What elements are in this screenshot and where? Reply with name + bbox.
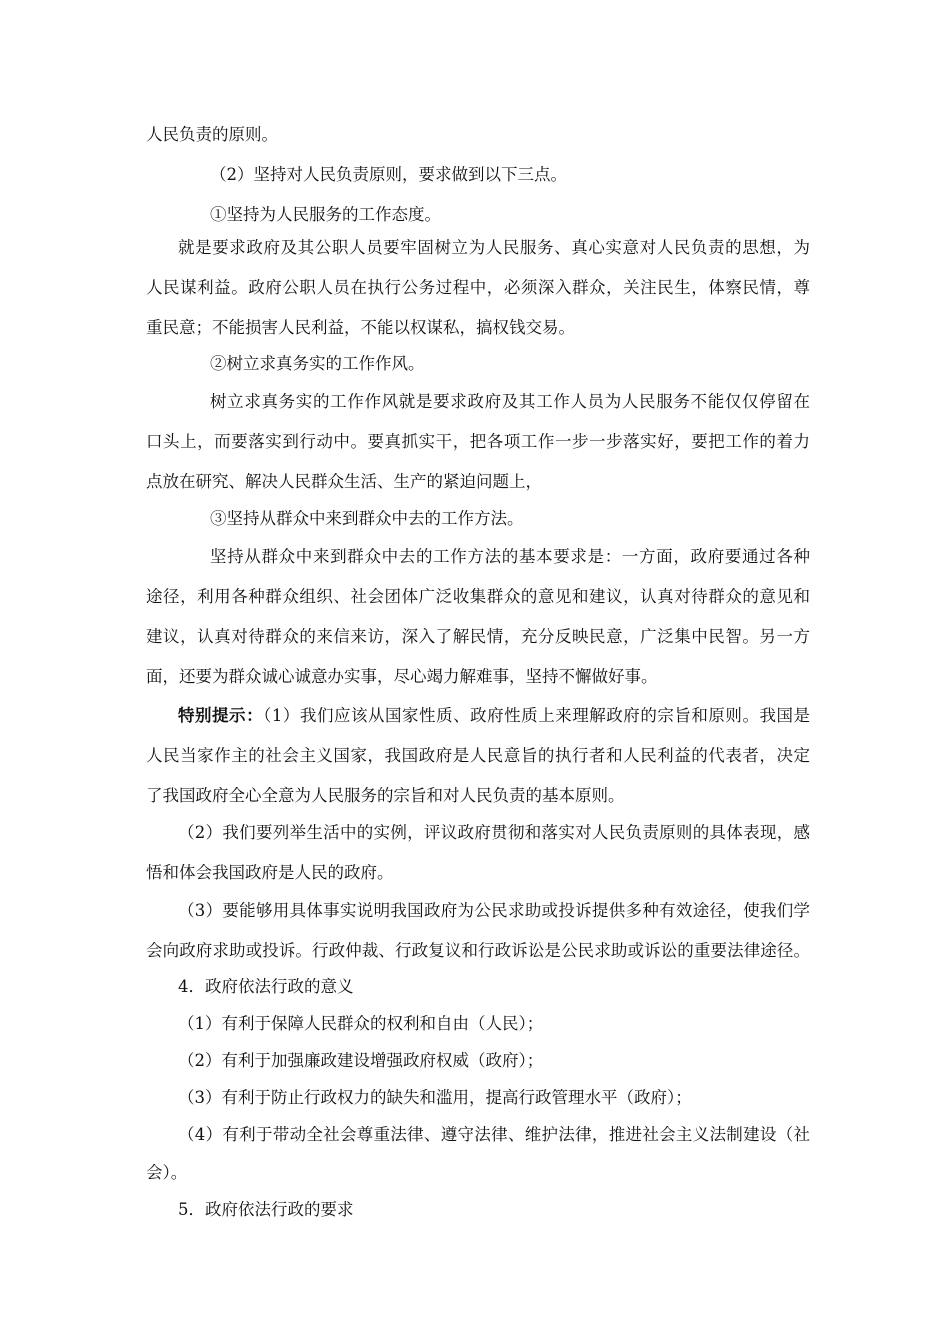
text-line: 点放在研究、解决人民群众生活、生产的紧迫问题上， — [146, 472, 542, 491]
text-line: 面，还要为群众诚心诚意办实事，尽心竭力解难事，坚持不懈做好事。 — [146, 667, 658, 686]
text-line: （1）有利于保障人民群众的权利和自由（人民）； — [178, 1014, 544, 1033]
text-line: 重民意；不能损害人民利益，不能以权谋私，搞权钱交易。 — [146, 318, 575, 337]
text-line: 人民负责的原则。 — [146, 125, 278, 144]
text-line: （3）有利于防止行政权力的缺失和滥用，提高行政管理水平（政府）； — [178, 1088, 692, 1107]
text-line: 口头上，而要落实到行动中。要真抓实干，把各项工作一步一步落实好，要把工作的着力 — [146, 432, 810, 451]
text-line: ③坚持从群众中来到群众中去的工作方法。 — [210, 509, 524, 528]
text-line: （2）我们要列举生活中的实例，评议政府贯彻和落实对人民负责原则的具体表现，感 — [178, 823, 810, 842]
text-line: 人民当家作主的社会主义国家，我国政府是人民意旨的执行者和人民利益的代表者，决定 — [146, 746, 810, 765]
special-tip-label: 特别提示： — [178, 706, 264, 725]
text-line: 了我国政府全心全意为人民服务的宗旨和对人民负责的基本原则。 — [146, 786, 625, 805]
text-line: 会向政府求助或投诉。行政仲裁、行政复议和行政诉讼是公民求助或诉讼的重要法律途径。 — [146, 941, 810, 960]
text-line: 会）。 — [146, 1163, 188, 1182]
text-line: 坚持从群众中来到群众中去的工作方法的基本要求是：一方面，政府要通过各种 — [210, 547, 810, 566]
special-tip-line — [178, 705, 810, 727]
text-line: ①坚持为人民服务的工作态度。 — [210, 205, 441, 224]
text-line: （4）有利于带动全社会尊重法律、遵守法律、维护法律，推进社会主义法制建设（社 — [178, 1125, 810, 1144]
text-line: 人民谋利益。政府公职人员在执行公务过程中，必须深入群众，关注民生，体察民情，尊 — [146, 278, 810, 297]
text-line: ②树立求真务实的工作作风。 — [210, 354, 425, 373]
text-line: （3）要能够用具体事实说明我国政府为公民求助或投诉提供多种有效途径，使我们学 — [178, 901, 810, 920]
text-line: 悟和体会我国政府是人民的政府。 — [146, 863, 394, 882]
text-line: 建议，认真对待群众的来信来访，深入了解民情，充分反映民意，广泛集中民智。另一方 — [146, 627, 810, 646]
text-line: 就是要求政府及其公职人员要牢固树立为人民服务、真心实意对人民负责的思想，为 — [178, 238, 810, 257]
text-line: 途径，利用各种群众组织、社会团体广泛收集群众的意见和建议，认真对待群众的意见和 — [146, 587, 810, 606]
text-line: 4．政府依法行政的意义 — [178, 977, 354, 996]
text-line: 树立求真务实的工作作风就是要求政府及其工作人员为人民服务不能仅仅停留在 — [210, 392, 810, 411]
special-tip-text: （1）我们应该从国家性质、政府性质上来理解政府的宗旨和原则。我国是 — [263, 706, 811, 725]
text-line: 5．政府依法行政的要求 — [178, 1200, 354, 1219]
text-line: （2）有利于加强廉政建设增强政府权威（政府）； — [178, 1051, 544, 1070]
text-line: （2）坚持对人民负责原则，要求做到以下三点。 — [210, 165, 567, 184]
